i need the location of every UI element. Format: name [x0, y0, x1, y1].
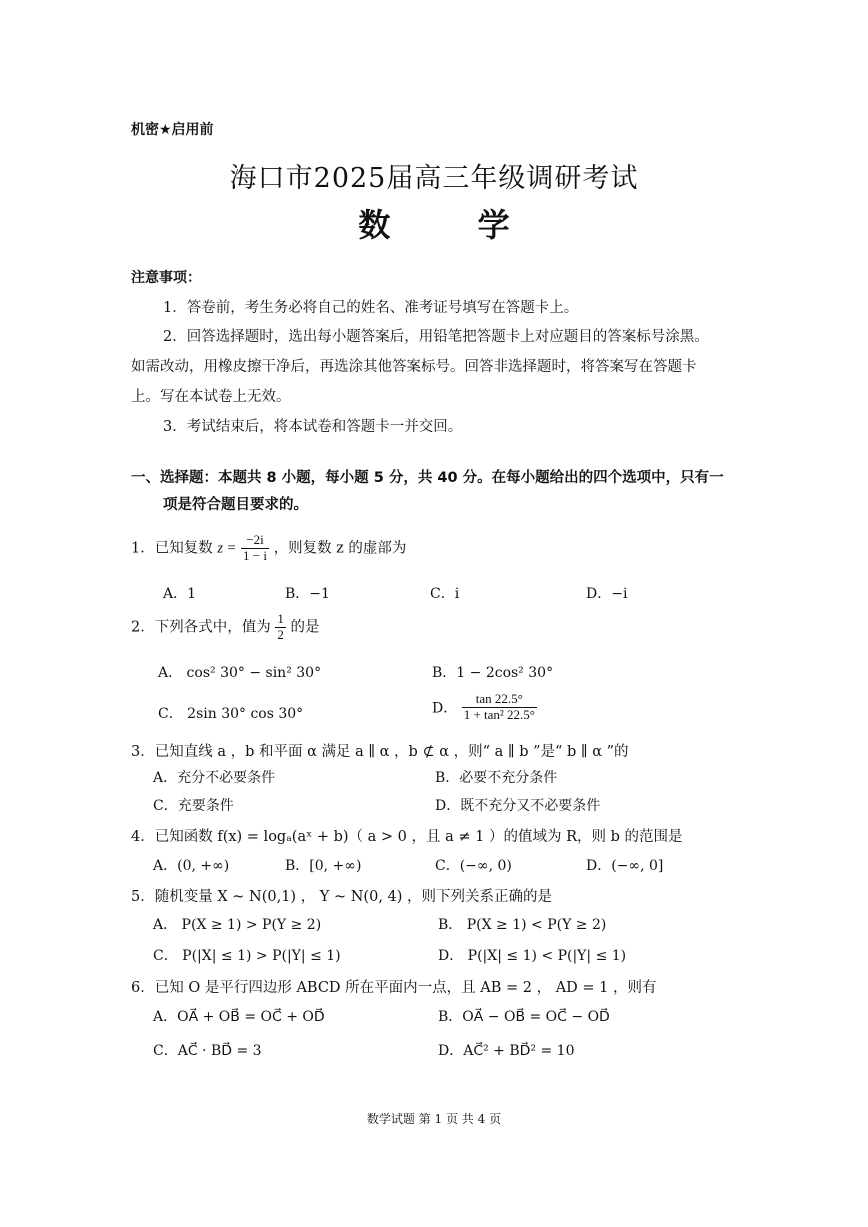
- question-1-prefix: 1．已知复数: [131, 540, 213, 557]
- question-2-option-d-fraction: [462, 692, 537, 723]
- question-2-numerator: 1: [277, 611, 284, 626]
- question-1-denominator: 1 − i: [243, 547, 267, 563]
- question-1-suffix: ，则复数 z 的虚部为: [273, 540, 407, 557]
- note-item-2-line-3: 上。写在本试卷上无效。: [131, 389, 291, 405]
- question-1-numerator: −2i: [241, 533, 269, 549]
- question-4-stem: 4．已知函数 f(x) = logₐ(aˣ + b)（ a > 0 ，且 a ≠ 1 ）的值域为 R，则 b 的范围是: [131, 829, 683, 845]
- note-item-3: 3．考试结束后，将本试卷和答题卡一并交回。: [163, 419, 463, 435]
- question-6-option-c: C．AC⃗ · BD⃗ = 3: [153, 1043, 262, 1059]
- question-3-stem: 3．已知直线 a ，b 和平面 α 满足 a ∥ α ，b ⊄ α ，则“ a ∥ b ”是“ b ∥ α ”的: [131, 744, 629, 760]
- question-2-denominator: 2: [277, 626, 284, 642]
- question-2-prefix: 2．下列各式中，值为: [131, 619, 271, 636]
- question-2-option-c: C． 2sin 30° cos 30°: [158, 706, 304, 722]
- question-2-option-b: B．1 − 2cos² 30°: [432, 665, 554, 681]
- section-1-heading-line-1: 一、选择题：本题共 8 小题，每小题 5 分，共 40 分。在每小题给出的四个选项中，只有一: [131, 470, 724, 486]
- question-2-option-d-numerator: tan 22.5°: [462, 692, 537, 708]
- question-4-option-d: D．(−∞, 0]: [586, 858, 664, 874]
- question-1-lhs: z =: [217, 540, 237, 557]
- question-1-option-b: B．−1: [285, 586, 330, 602]
- question-2-stem: [131, 612, 319, 643]
- question-2-option-a: A． cos² 30° − sin² 30°: [158, 665, 322, 681]
- exam-title: 海口市2025届高三年级调研考试: [229, 163, 639, 194]
- question-2-fraction: [275, 612, 286, 643]
- question-1-fraction: [241, 533, 269, 564]
- section-1-heading-line-2: 项是符合题目要求的。: [163, 497, 308, 513]
- question-3-option-a: A．充分不必要条件: [153, 770, 276, 786]
- question-6-stem: 6．已知 O 是平行四边形 ABCD 所在平面内一点，且 AB = 2 ， AD = 1 ，则有: [131, 980, 657, 996]
- question-4-option-a: A．(0, +∞): [153, 858, 230, 874]
- note-item-2-line-2: 如需改动，用橡皮擦干净后，再选涂其他答案标号。回答非选择题时，将答案写在答题卡: [131, 359, 697, 375]
- question-5-option-a: A． P(X ≥ 1) > P(Y ≥ 2): [153, 917, 322, 933]
- question-1-stem: [131, 533, 406, 564]
- question-4-option-c: C．(−∞, 0): [435, 858, 512, 874]
- confidential-label: 机密★启用前: [131, 122, 214, 138]
- question-6-option-d: D．AC⃗² + BD⃗² = 10: [438, 1043, 575, 1059]
- question-5-option-c: C． P(|X| ≤ 1) > P(|Y| ≤ 1): [153, 948, 341, 964]
- question-6-option-a: A．OA⃗ + OB⃗ = OC⃗ + OD⃗: [153, 1009, 325, 1025]
- question-2-suffix: 的是: [290, 619, 320, 636]
- question-1-option-a: A．1: [163, 586, 197, 602]
- question-3-option-c: C．充要条件: [153, 798, 234, 814]
- question-2-option-d-denominator: 1 + tan² 22.5°: [463, 706, 535, 722]
- question-3-option-b: B．必要不充分条件: [435, 770, 558, 786]
- question-5-option-d: D． P(|X| ≤ 1) < P(|Y| ≤ 1): [438, 948, 627, 964]
- question-2-option-d: [432, 692, 537, 723]
- question-5-stem: 5．随机变量 X ~ N(0,1) ， Y ~ N(0, 4) ，则下列关系正确的是: [131, 889, 553, 905]
- note-item-1: 1．答卷前，考生务必将自己的姓名、准考证号填写在答题卡上。: [163, 300, 579, 316]
- question-5-option-b: B． P(X ≥ 1) < P(Y ≥ 2): [438, 917, 607, 933]
- question-4-option-b: B．[0, +∞): [285, 858, 362, 874]
- note-item-2-line-1: 2．回答选择题时，选出每小题答案后，用铅笔把答题卡上对应题目的答案标号涂黑。: [163, 329, 709, 345]
- question-1-option-d: D．−i: [586, 586, 628, 602]
- question-1-option-c: C．i: [430, 586, 460, 602]
- page-footer: 数学试题 第 1 页 共 4 页: [366, 1112, 502, 1126]
- question-6-option-b: B．OA⃗ − OB⃗ = OC⃗ − OD⃗: [438, 1009, 610, 1025]
- subject-title: 数 学: [358, 206, 548, 244]
- notes-heading: 注意事项：: [131, 270, 201, 286]
- question-2-option-d-label: D．: [432, 700, 458, 717]
- question-3-option-d: D．既不充分又不必要条件: [435, 798, 601, 814]
